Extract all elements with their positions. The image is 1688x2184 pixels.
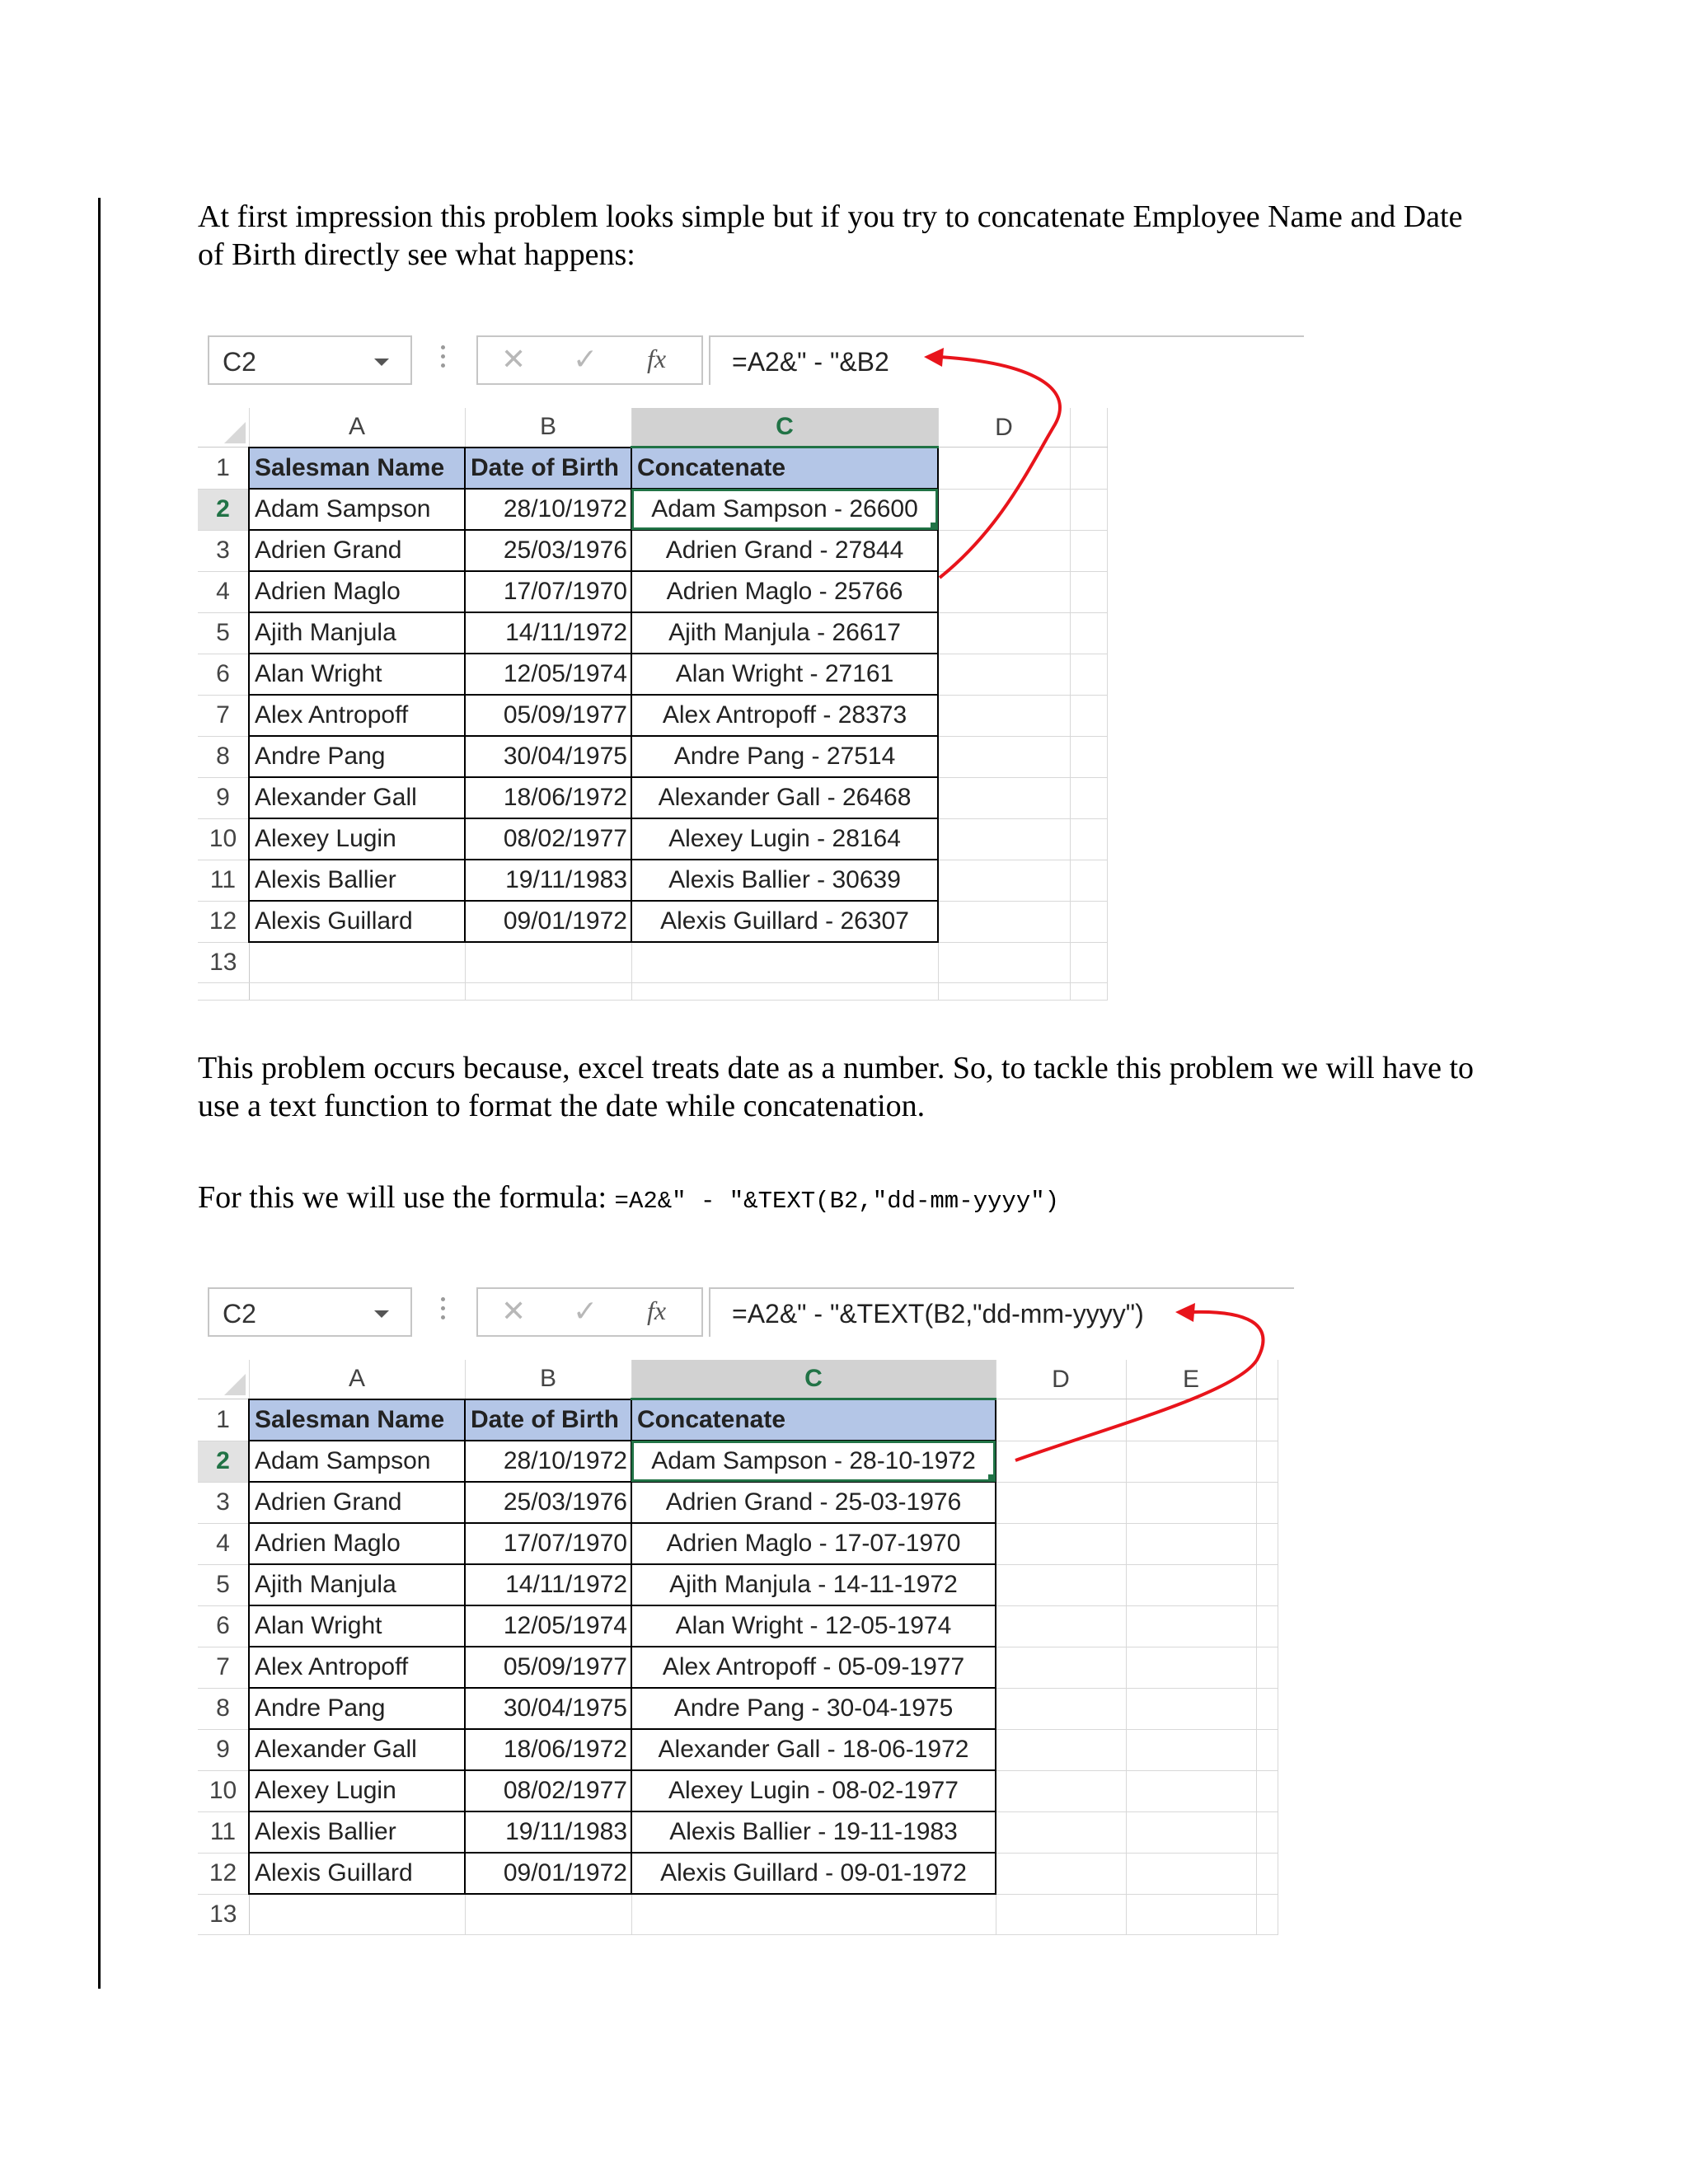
- column-header-d[interactable]: D: [996, 1360, 1126, 1399]
- row-header[interactable]: 3: [198, 530, 249, 571]
- cell[interactable]: [1256, 1688, 1278, 1729]
- row-header[interactable]: 6: [198, 654, 249, 695]
- cell[interactable]: 17/07/1970: [465, 1523, 631, 1564]
- cell[interactable]: Alex Antropoff: [249, 1647, 465, 1688]
- cell[interactable]: 14/11/1972: [465, 1564, 631, 1605]
- cell[interactable]: Andre Pang: [249, 736, 465, 777]
- cell[interactable]: [1126, 1729, 1256, 1770]
- column-header-b[interactable]: B: [465, 1360, 631, 1399]
- cell[interactable]: [938, 901, 1070, 942]
- cell[interactable]: Alexander Gall - 26468: [631, 777, 938, 818]
- column-header-c[interactable]: C: [631, 408, 938, 448]
- row-header[interactable]: 1: [198, 448, 249, 490]
- cell[interactable]: [631, 983, 938, 1001]
- formula-code: =A2&" - "&TEXT(B2,"dd-mm-yyyy"): [614, 1188, 1060, 1215]
- cell[interactable]: [1070, 818, 1107, 860]
- cell[interactable]: Date of Birth: [465, 1399, 631, 1441]
- table-row: [198, 695, 1107, 736]
- intro-paragraph: At first impression this problem looks simple but if you try to concatenate Employee Name and Date of Birth directly see what happens:: [198, 199, 1463, 272]
- cell[interactable]: 18/06/1972: [465, 777, 631, 818]
- cell[interactable]: Adrien Maglo - 25766: [631, 571, 938, 612]
- check-icon[interactable]: ✓: [573, 342, 598, 376]
- cell[interactable]: Adrien Grand - 27844: [631, 530, 938, 571]
- cell[interactable]: Ajith Manjula - 26617: [631, 612, 938, 654]
- margin-bar: [98, 198, 101, 1989]
- row-header[interactable]: 12: [198, 901, 249, 942]
- cell[interactable]: [996, 1688, 1126, 1729]
- row-header[interactable]: 12: [198, 1853, 249, 1894]
- cell[interactable]: [996, 1647, 1126, 1688]
- cell[interactable]: Salesman Name: [249, 1399, 465, 1441]
- formula-text: =A2&" - "&B2: [732, 347, 889, 377]
- cell[interactable]: Ajith Manjula: [249, 612, 465, 654]
- cell[interactable]: [631, 942, 938, 983]
- cell[interactable]: Alexander Gall: [249, 1729, 465, 1770]
- cell[interactable]: Ajith Manjula: [249, 1564, 465, 1605]
- row-header[interactable]: 9: [198, 1729, 249, 1770]
- cell[interactable]: 18/06/1972: [465, 1729, 631, 1770]
- table-row: [198, 1770, 1278, 1811]
- cell[interactable]: Alan Wright: [249, 1605, 465, 1647]
- cell[interactable]: Alexis Guillard - 26307: [631, 901, 938, 942]
- cell[interactable]: Alan Wright - 12-05-1974: [631, 1605, 996, 1647]
- cell[interactable]: Andre Pang - 27514: [631, 736, 938, 777]
- cell[interactable]: [1256, 1647, 1278, 1688]
- table-row: [198, 1894, 1278, 1935]
- cell[interactable]: [1070, 901, 1107, 942]
- cell[interactable]: [1126, 1811, 1256, 1853]
- column-header-d[interactable]: D: [938, 408, 1070, 448]
- cell[interactable]: Adrien Grand: [249, 1482, 465, 1523]
- row-header[interactable]: 1: [198, 1399, 249, 1441]
- cell[interactable]: 28/10/1972: [465, 1441, 631, 1482]
- cell[interactable]: 25/03/1976: [465, 530, 631, 571]
- cell[interactable]: 19/11/1983: [465, 1811, 631, 1853]
- row-header[interactable]: 7: [198, 695, 249, 736]
- cell[interactable]: [465, 983, 631, 1001]
- cell[interactable]: Date of Birth: [465, 448, 631, 490]
- cell[interactable]: [1126, 1853, 1256, 1894]
- row-header[interactable]: 4: [198, 571, 249, 612]
- table-row: [198, 1729, 1278, 1770]
- red-arrow-annotation: [198, 334, 1294, 663]
- row-header[interactable]: 2: [198, 1441, 249, 1482]
- cell[interactable]: 08/02/1977: [465, 1770, 631, 1811]
- cell[interactable]: 28/10/1972: [465, 489, 631, 530]
- row-header[interactable]: 9: [198, 777, 249, 818]
- cell[interactable]: 05/09/1977: [465, 695, 631, 736]
- formula-lead-text: For this we will use the formula:: [198, 1180, 615, 1215]
- cell[interactable]: [1070, 942, 1107, 983]
- cell[interactable]: [938, 818, 1070, 860]
- column-header-c[interactable]: C: [631, 1360, 996, 1399]
- row-header[interactable]: 2: [198, 489, 249, 530]
- cell[interactable]: [1256, 1811, 1278, 1853]
- cell[interactable]: [1256, 1853, 1278, 1894]
- cell[interactable]: [938, 942, 1070, 983]
- formula-text: =A2&" - "&TEXT(B2,"dd-mm-yyyy"): [732, 1299, 1144, 1329]
- cell[interactable]: 08/02/1977: [465, 818, 631, 860]
- table-row: [198, 1811, 1278, 1853]
- cell[interactable]: [996, 1729, 1126, 1770]
- row-header[interactable]: 4: [198, 1523, 249, 1564]
- cell[interactable]: 19/11/1983: [465, 860, 631, 901]
- cell[interactable]: [1256, 1729, 1278, 1770]
- cell[interactable]: [465, 1894, 631, 1935]
- cell[interactable]: Andre Pang - 30-04-1975: [631, 1688, 996, 1729]
- row-header[interactable]: 3: [198, 1482, 249, 1523]
- row-header[interactable]: 13: [198, 1894, 249, 1935]
- cell[interactable]: [938, 860, 1070, 901]
- row-header[interactable]: 5: [198, 1564, 249, 1605]
- cell[interactable]: [1070, 983, 1107, 1001]
- cell[interactable]: Alex Antropoff: [249, 695, 465, 736]
- cell[interactable]: [938, 736, 1070, 777]
- cell[interactable]: 09/01/1972: [465, 1853, 631, 1894]
- cell[interactable]: [1256, 1894, 1278, 1935]
- cell[interactable]: Concatenate: [631, 448, 938, 490]
- cell[interactable]: [1126, 1894, 1256, 1935]
- check-icon[interactable]: ✓: [573, 1294, 598, 1328]
- table-row: [198, 777, 1107, 818]
- row-header[interactable]: 8: [198, 736, 249, 777]
- cell[interactable]: 12/05/1974: [465, 1605, 631, 1647]
- cell[interactable]: Ajith Manjula - 14-11-1972: [631, 1564, 996, 1605]
- cell[interactable]: [249, 1894, 465, 1935]
- active-cell[interactable]: Adam Sampson - 28-10-1972: [631, 1441, 996, 1482]
- cell[interactable]: [249, 942, 465, 983]
- cancel-icon[interactable]: ✕: [501, 1294, 527, 1328]
- fx-icon[interactable]: fx: [647, 344, 667, 373]
- row-header[interactable]: 10: [198, 1770, 249, 1811]
- cell[interactable]: [1070, 777, 1107, 818]
- cell[interactable]: [465, 942, 631, 983]
- cell[interactable]: Alexey Lugin - 28164: [631, 818, 938, 860]
- cell[interactable]: [1070, 860, 1107, 901]
- cell[interactable]: 25/03/1976: [465, 1482, 631, 1523]
- cell[interactable]: 30/04/1975: [465, 1688, 631, 1729]
- column-header-b[interactable]: B: [465, 408, 631, 448]
- row-header[interactable]: 8: [198, 1688, 249, 1729]
- cell[interactable]: Adrien Grand: [249, 530, 465, 571]
- cell[interactable]: [1126, 1647, 1256, 1688]
- cell[interactable]: Adrien Grand - 25-03-1976: [631, 1482, 996, 1523]
- cell[interactable]: Alexander Gall - 18-06-1972: [631, 1729, 996, 1770]
- row-header[interactable]: 6: [198, 1605, 249, 1647]
- cell[interactable]: Alex Antropoff - 28373: [631, 695, 938, 736]
- table-row: [198, 818, 1107, 860]
- cell[interactable]: Alexis Ballier - 30639: [631, 860, 938, 901]
- column-header-a[interactable]: A: [249, 1360, 465, 1399]
- cell[interactable]: Andre Pang: [249, 1688, 465, 1729]
- cell[interactable]: Salesman Name: [249, 448, 465, 490]
- cell[interactable]: Alan Wright - 27161: [631, 654, 938, 695]
- cell[interactable]: [1256, 1770, 1278, 1811]
- cell[interactable]: Alexis Guillard: [249, 1853, 465, 1894]
- name-box-value: C2: [223, 1299, 256, 1329]
- cell[interactable]: Concatenate: [631, 1399, 996, 1441]
- cell[interactable]: [996, 1894, 1126, 1935]
- cell[interactable]: Alex Antropoff - 05-09-1977: [631, 1647, 996, 1688]
- cell[interactable]: [1070, 736, 1107, 777]
- row-header[interactable]: [198, 983, 249, 1001]
- row-header[interactable]: 10: [198, 818, 249, 860]
- formula-paragraph: [198, 1179, 1484, 1221]
- cell[interactable]: [938, 983, 1070, 1001]
- row-header[interactable]: 11: [198, 1811, 249, 1853]
- active-cell[interactable]: Adam Sampson - 26600: [631, 489, 938, 530]
- table-row: [198, 860, 1107, 901]
- cell[interactable]: [249, 983, 465, 1001]
- reason-paragraph: This problem occurs because, excel treats date as a number. So, to tackle this problem we will have to use a text function to format the date while concatenation.: [198, 1051, 1475, 1123]
- red-arrow-annotation: [198, 1286, 1294, 1615]
- table-row: [198, 1688, 1278, 1729]
- fx-icon[interactable]: fx: [647, 1296, 667, 1325]
- cell[interactable]: [631, 1894, 996, 1935]
- row-header[interactable]: 11: [198, 860, 249, 901]
- cell[interactable]: [996, 1853, 1126, 1894]
- cell[interactable]: 14/11/1972: [465, 612, 631, 654]
- name-box-value: C2: [223, 347, 256, 377]
- cell[interactable]: Adam Sampson: [249, 1441, 465, 1482]
- cell[interactable]: Alexey Lugin - 08-02-1977: [631, 1770, 996, 1811]
- column-header-a[interactable]: A: [249, 408, 465, 448]
- table-row: [198, 736, 1107, 777]
- cell[interactable]: Alexis Guillard: [249, 901, 465, 942]
- cell[interactable]: Alexis Ballier: [249, 1811, 465, 1853]
- cell[interactable]: Alexey Lugin: [249, 818, 465, 860]
- cell[interactable]: Adam Sampson: [249, 489, 465, 530]
- table-row: [198, 1647, 1278, 1688]
- cell[interactable]: [996, 1811, 1126, 1853]
- cell[interactable]: Alexis Ballier: [249, 860, 465, 901]
- cell[interactable]: Alan Wright: [249, 654, 465, 695]
- row-header[interactable]: 7: [198, 1647, 249, 1688]
- cell[interactable]: [1070, 695, 1107, 736]
- cell[interactable]: [996, 1770, 1126, 1811]
- cell[interactable]: 30/04/1975: [465, 736, 631, 777]
- cancel-icon[interactable]: ✕: [501, 342, 527, 376]
- cell[interactable]: 17/07/1970: [465, 571, 631, 612]
- row-header[interactable]: 5: [198, 612, 249, 654]
- cell[interactable]: [1126, 1770, 1256, 1811]
- table-row: [198, 1853, 1278, 1894]
- cell[interactable]: 09/01/1972: [465, 901, 631, 942]
- cell[interactable]: [1126, 1688, 1256, 1729]
- row-header[interactable]: 13: [198, 942, 249, 983]
- table-row: [198, 983, 1107, 1001]
- cell[interactable]: 12/05/1974: [465, 654, 631, 695]
- cell[interactable]: Alexis Ballier - 19-11-1983: [631, 1811, 996, 1853]
- cell[interactable]: Alexander Gall: [249, 777, 465, 818]
- cell[interactable]: [938, 695, 1070, 736]
- table-row: [198, 942, 1107, 983]
- cell[interactable]: Alexey Lugin: [249, 1770, 465, 1811]
- column-header-e[interactable]: E: [1126, 1360, 1256, 1399]
- cell[interactable]: Adrien Maglo - 17-07-1970: [631, 1523, 996, 1564]
- cell[interactable]: 05/09/1977: [465, 1647, 631, 1688]
- cell[interactable]: Alexis Guillard - 09-01-1972: [631, 1853, 996, 1894]
- cell[interactable]: Adrien Maglo: [249, 571, 465, 612]
- cell[interactable]: Adrien Maglo: [249, 1523, 465, 1564]
- cell[interactable]: [938, 777, 1070, 818]
- table-row: [198, 901, 1107, 942]
